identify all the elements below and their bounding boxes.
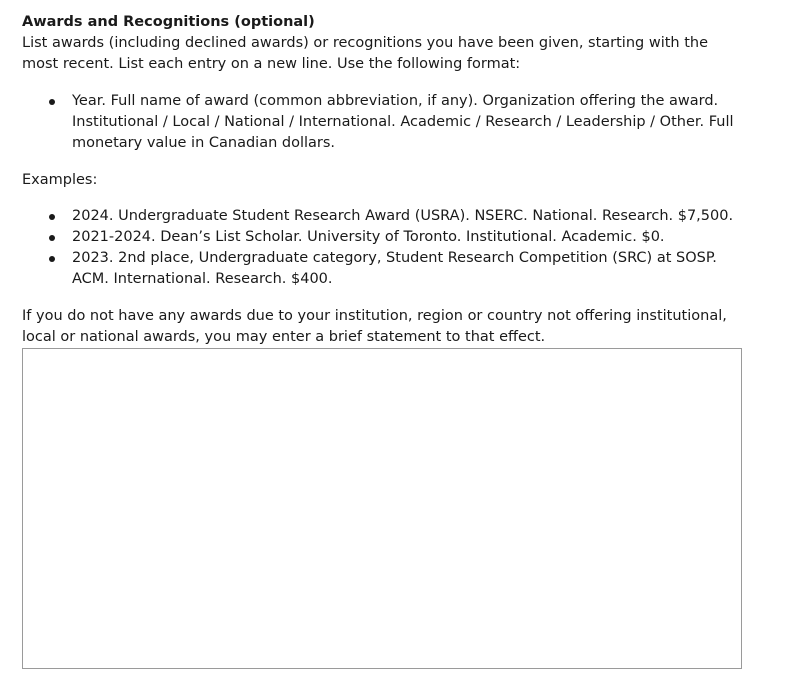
- example-item: 2021-2024. Dean’s List Scholar. University of Toronto. Institutional. Academic. $0.: [22, 227, 742, 248]
- examples-label: Examples:: [22, 172, 98, 188]
- format-item: Year. Full name of award (common abbreviation, if any). Organization offering the award. Institutional / Local / National / International. Academic / Research / Leadership / Other. Full monetary value in Canadian dollars.: [22, 91, 742, 154]
- examples-list: [22, 206, 742, 290]
- awards-textarea[interactable]: [22, 348, 742, 669]
- section-intro: List awards (including declined awards) or recognitions you have been given, starting with the most recent. List each entry on a new line. Use the following format:: [22, 35, 709, 72]
- format-list: [22, 91, 742, 154]
- example-item: 2023. 2nd place, Undergraduate category, Student Research Competition (SRC) at SOSP. ACM. International. Research. $400.: [22, 248, 742, 290]
- no-awards-note: If you do not have any awards due to your institution, region or country not offering institutional, local or national awards, you may enter a brief statement to that effect.: [22, 308, 727, 345]
- awards-section: [22, 12, 742, 669]
- section-title: Awards and Recognitions (optional): [22, 14, 315, 30]
- example-item: 2024. Undergraduate Student Research Award (USRA). NSERC. National. Research. $7,500.: [22, 206, 742, 227]
